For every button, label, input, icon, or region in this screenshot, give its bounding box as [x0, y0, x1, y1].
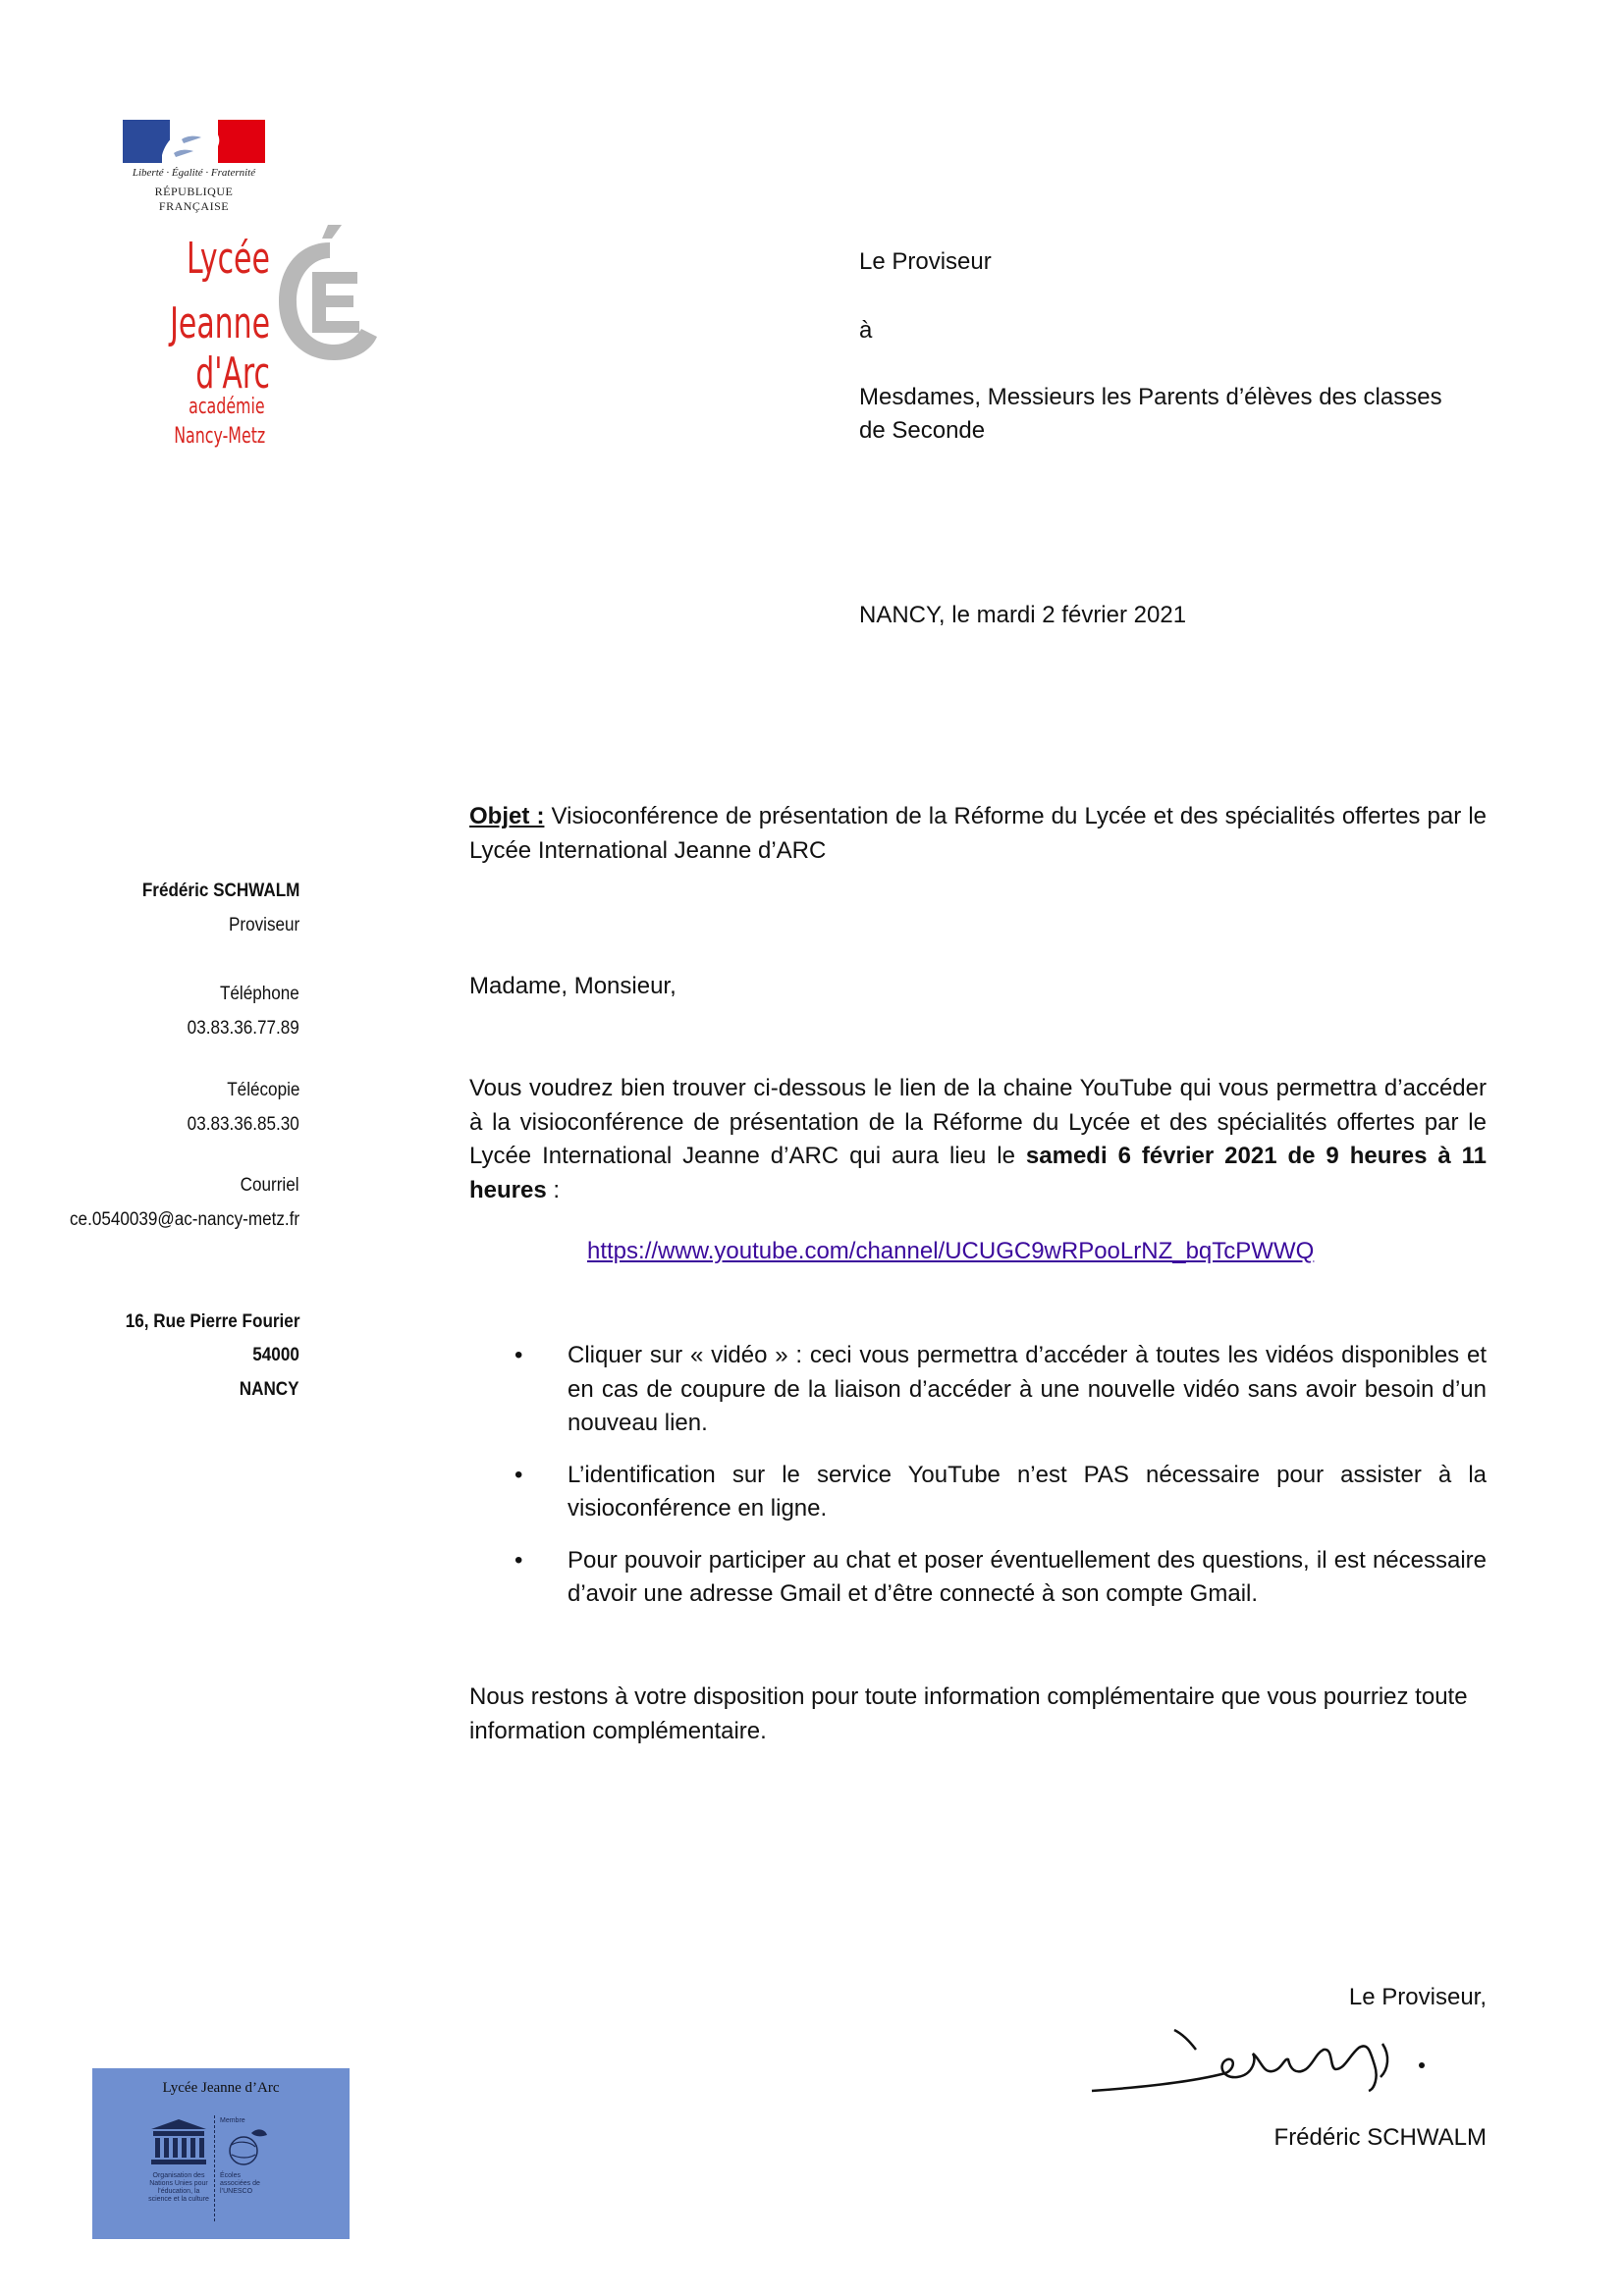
list-item: [469, 1459, 1487, 1526]
sidebar-postcode: 54000: [252, 1345, 299, 1365]
sidebar-name: Frédéric SCHWALM: [141, 881, 299, 901]
academy-line2: Nancy-Metz: [173, 424, 265, 449]
list-item: [469, 1339, 1487, 1441]
unesco-member-label: Membre: [220, 2117, 245, 2124]
event-date: samedi 6 février 2021 de 9 heures à 11 heures: [469, 1143, 1488, 1203]
youtube-link[interactable]: https://www.youtube.com/channel/UCUGC9wRPooLrNZ_bqTcPWWQ: [587, 1238, 1315, 1264]
school-name-line1: Lycée: [187, 234, 270, 284]
unesco-divider: [214, 2115, 216, 2221]
sidebar-street: 16, Rue Pierre Fourier: [125, 1311, 299, 1332]
sidebar-fax: 03.83.36.85.30: [187, 1114, 299, 1135]
closing-paragraph: Nous restons à votre disposition pour toute information complémentaire que vous pourriez toute information complémentaire.: [469, 1683, 1468, 1744]
sidebar-city: NANCY: [240, 1379, 299, 1400]
education-e-icon: [273, 221, 379, 368]
sidebar-phone: 03.83.36.77.89: [187, 1018, 299, 1039]
bullet-icon: •: [514, 1342, 523, 1368]
sign-name: Frédéric SCHWALM: [1273, 2124, 1487, 2151]
sidebar-role: Proviseur: [228, 915, 299, 935]
bullet-icon: •: [514, 1461, 523, 1488]
marianne-logo: [123, 120, 265, 163]
intro-text: Vous voudrez bien trouver ci-dessous le lien de la chaine YouTube qui vous permettra d’accéder à la visioconférence de présentation de la Réforme du Lycée et des spécialités offertes par le Lycée International Jeanne d’ARC qui aura lieu le: [469, 1075, 1487, 1169]
republic-motto: Liberté · Égalité · Fraternité: [132, 167, 256, 179]
place-date: NANCY, le mardi 2 février 2021: [859, 602, 1187, 628]
sign-title: Le Proviseur,: [1348, 1984, 1487, 2010]
republic-name: RÉPUBLIQUE FRANÇAISE: [154, 185, 234, 213]
subject-text: Visioconférence de présentation de la Réforme du Lycée et des spécialités offertes par le Lycée International Jeanne d’ARC: [469, 803, 1487, 864]
bullet-text: Pour pouvoir participer au chat et poser éventuellement des questions, il est nécessaire d’avoir une adresse Gmail et d’être connecté à son compte Gmail.: [568, 1546, 1487, 1607]
salutation: Madame, Monsieur,: [469, 973, 677, 999]
intro-paragraph: [469, 1072, 1487, 1207]
list-item: [469, 1544, 1487, 1612]
unesco-school-name: Lycée Jeanne d’Arc: [162, 2080, 280, 2096]
intro-end: :: [546, 1176, 561, 1203]
subject: [469, 800, 1487, 868]
recipient-line2: de Seconde: [859, 417, 986, 444]
network-globe-icon: [222, 2125, 273, 2168]
to-label: à: [859, 317, 873, 344]
bullet-text: L’identification sur le service YouTube n’est PAS nécessaire pour assister à la visioconférence en ligne.: [568, 1461, 1487, 1522]
subject-label: Objet :: [469, 803, 545, 829]
unesco-badge: [92, 2068, 350, 2239]
school-name-line2: Jeanne d'Arc: [170, 298, 270, 399]
sidebar-email-label: Courriel: [241, 1175, 299, 1196]
unesco-temple-icon: [149, 2119, 208, 2164]
bullet-icon: •: [514, 1546, 523, 1574]
unesco-network-text: Écoles associées de l’UNESCO: [220, 2172, 260, 2195]
sidebar-fax-label: Télécopie: [226, 1080, 299, 1100]
unesco-org-text: Organisation des Nations Unies pour l’éducation, la science et la culture: [148, 2172, 209, 2203]
sidebar-email[interactable]: ce.0540039@ac-nancy-metz.fr: [69, 1209, 299, 1230]
bullet-text: Cliquer sur « vidéo » : ceci vous permettra d’accéder à toutes les vidéos disponibles et en cas de coupure de la liaison d’accéder à une nouvelle vidéo sans avoir besoin d’un nouveau lien.: [568, 1342, 1487, 1436]
sidebar-phone-label: Téléphone: [220, 984, 299, 1004]
sender-label: Le Proviseur: [859, 248, 992, 275]
youtube-link-row: [587, 1235, 1471, 1269]
academy-line1: académie: [189, 395, 265, 419]
bullet-list: [469, 1339, 1487, 1629]
signature-image: [1088, 2020, 1510, 2099]
recipient-line1: Mesdames, Messieurs les Parents d’élèves des classes: [859, 384, 1442, 410]
